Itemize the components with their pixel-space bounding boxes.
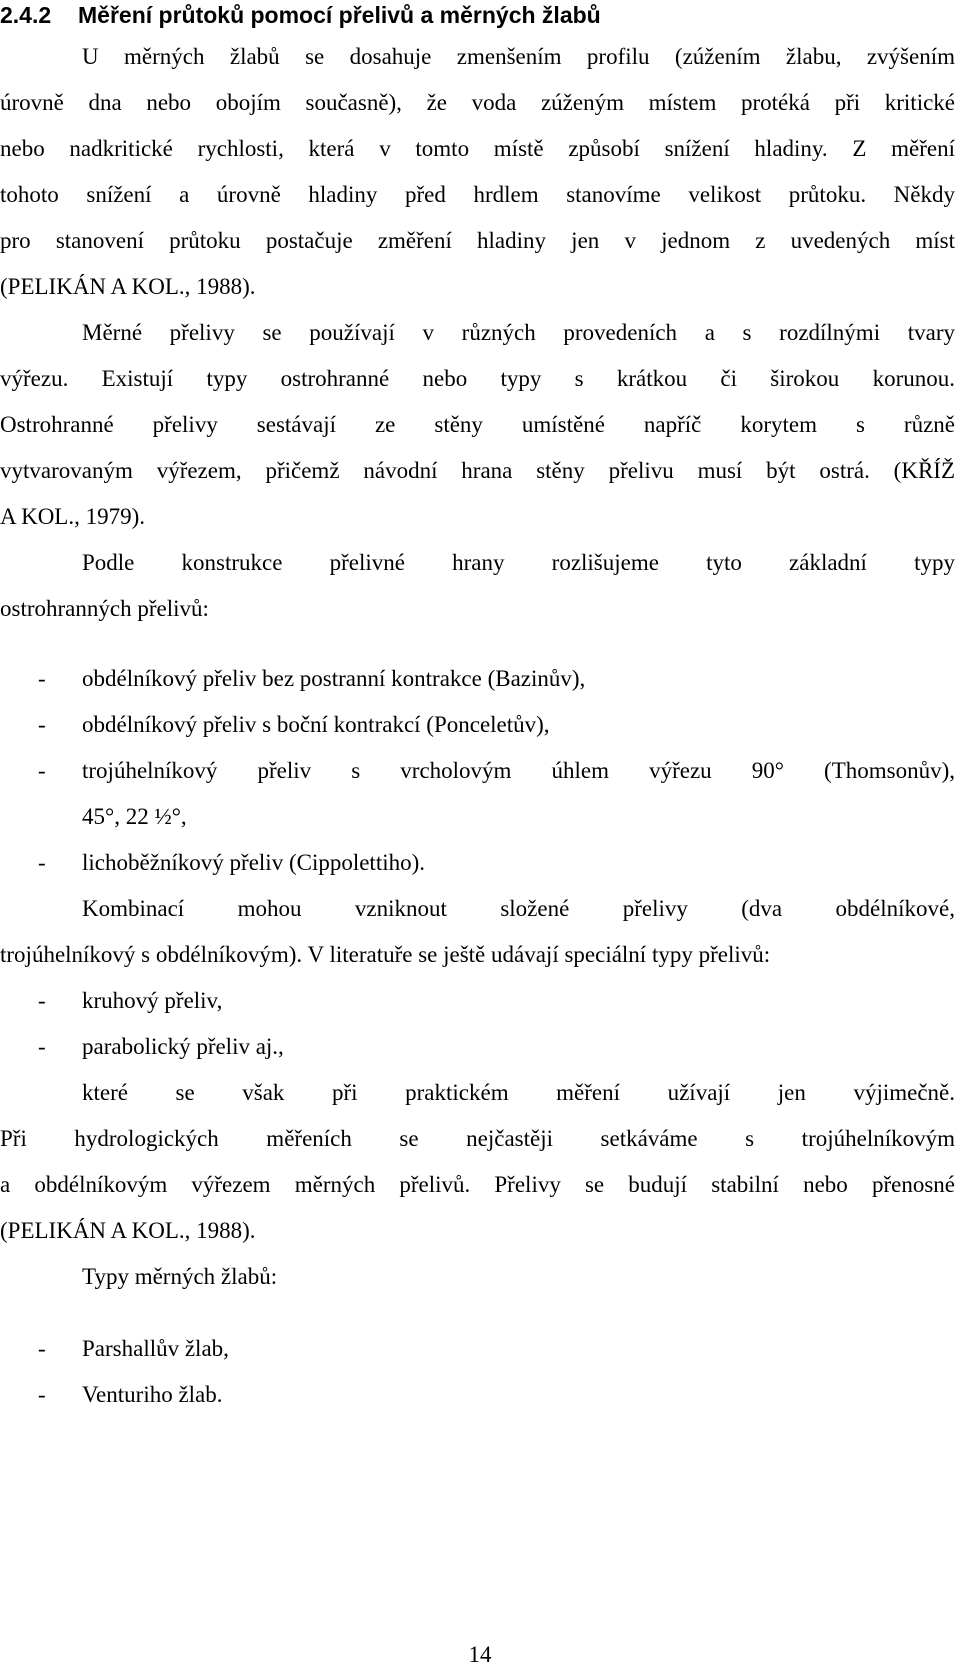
paragraph-line: pro stanovení průtoku postačuje změření hladiny jen v jednom z uvedených míst: [0, 228, 955, 253]
list-item: [0, 756, 955, 786]
paragraph-line: Podle konstrukce přelivné hrany rozlišujeme tyto základní typy: [82, 550, 955, 575]
list-item-text: kruhový přeliv,: [82, 988, 223, 1013]
section-number: 2.4.2: [0, 2, 52, 28]
paragraph-line: (PELIKÁN A KOL., 1988).: [0, 274, 256, 299]
list-item: [0, 1380, 955, 1410]
list-bullet: -: [38, 758, 46, 783]
list-bullet: -: [38, 1336, 46, 1361]
paragraph-line: Měrné přelivy se používají v různých provedeních a s rozdílnými tvary: [82, 320, 955, 345]
list-bullet: -: [38, 1382, 46, 1407]
list-bullet: -: [38, 850, 46, 875]
list-item: [0, 986, 955, 1016]
paragraph-line: Kombinací mohou vzniknout složené přelivy (dva obdélníkové,: [82, 896, 955, 921]
paragraph-line: výřezu. Existují typy ostrohranné nebo typy s krátkou či širokou korunou.: [0, 366, 955, 391]
list-item-text: obdélníkový přeliv bez postranní kontrakce (Bazinův),: [82, 666, 586, 691]
list-item-text: trojúhelníkový přeliv s vrcholovým úhlem výřezu 90° (Thomsonův),: [82, 758, 955, 783]
paragraph-line: nebo nadkritické rychlosti, která v tomto místě způsobí snížení hladiny. Z měření: [0, 136, 955, 161]
page-number: 14: [468, 1642, 492, 1667]
list-item: [0, 710, 955, 740]
paragraph-line: ostrohranných přelivů:: [0, 596, 209, 621]
paragraph-line: Ostrohranné přelivy sestávají ze stěny umístěné napříč korytem s různě: [0, 412, 955, 437]
paragraph-line: Při hydrologických měřeních se nejčastěji setkáváme s trojúhelníkovým: [0, 1126, 955, 1151]
section-title: Měření průtoků pomocí přelivů a měrných žlabů: [78, 2, 601, 28]
paragraph-line: (PELIKÁN A KOL., 1988).: [0, 1218, 256, 1243]
list-item-text: Parshallův žlab,: [82, 1336, 229, 1361]
list-item: [0, 848, 955, 878]
paragraph-line: trojúhelníkový s obdélníkovým). V literatuře se ještě udávají speciální typy přelivů:: [0, 942, 771, 967]
list-item: [0, 1334, 955, 1364]
list-item-text: obdélníkový přeliv s boční kontrakcí (Ponceletův),: [82, 712, 550, 737]
list-item-text: lichoběžníkový přeliv (Cippolettiho).: [82, 850, 426, 875]
list-item-text: Venturiho žlab.: [82, 1382, 223, 1407]
list-bullet: -: [38, 1034, 46, 1059]
paragraph-line: vytvarovaným výřezem, přičemž návodní hrana stěny přelivu musí být ostrá. (KŘÍŽ: [0, 458, 955, 483]
paragraph-line: Typy měrných žlabů:: [82, 1264, 278, 1289]
list-item-text: 45°, 22 ½°,: [82, 804, 187, 829]
paragraph-line: A KOL., 1979).: [0, 504, 146, 529]
list-item: [0, 1032, 955, 1062]
list-item: [0, 664, 955, 694]
section-heading: [0, 0, 601, 30]
paragraph-line: které se však při praktickém měření užívají jen výjimečně.: [82, 1080, 955, 1105]
paragraph-line: tohoto snížení a úrovně hladiny před hrdlem stanovíme velikost průtoku. Někdy: [0, 182, 955, 207]
list-item-continuation: [0, 802, 955, 832]
list-bullet: -: [38, 712, 46, 737]
list-item-text: parabolický přeliv aj.,: [82, 1034, 284, 1059]
paragraph-line: a obdélníkovým výřezem měrných přelivů. Přelivy se budují stabilní nebo přenosné: [0, 1172, 955, 1197]
list-bullet: -: [38, 666, 46, 691]
list-bullet: -: [38, 988, 46, 1013]
paragraph-line: U měrných žlabů se dosahuje zmenšením profilu (zúžením žlabu, zvýšením: [82, 44, 955, 69]
paragraph-line: úrovně dna nebo obojím současně), že voda zúženým místem protéká při kritické: [0, 90, 955, 115]
